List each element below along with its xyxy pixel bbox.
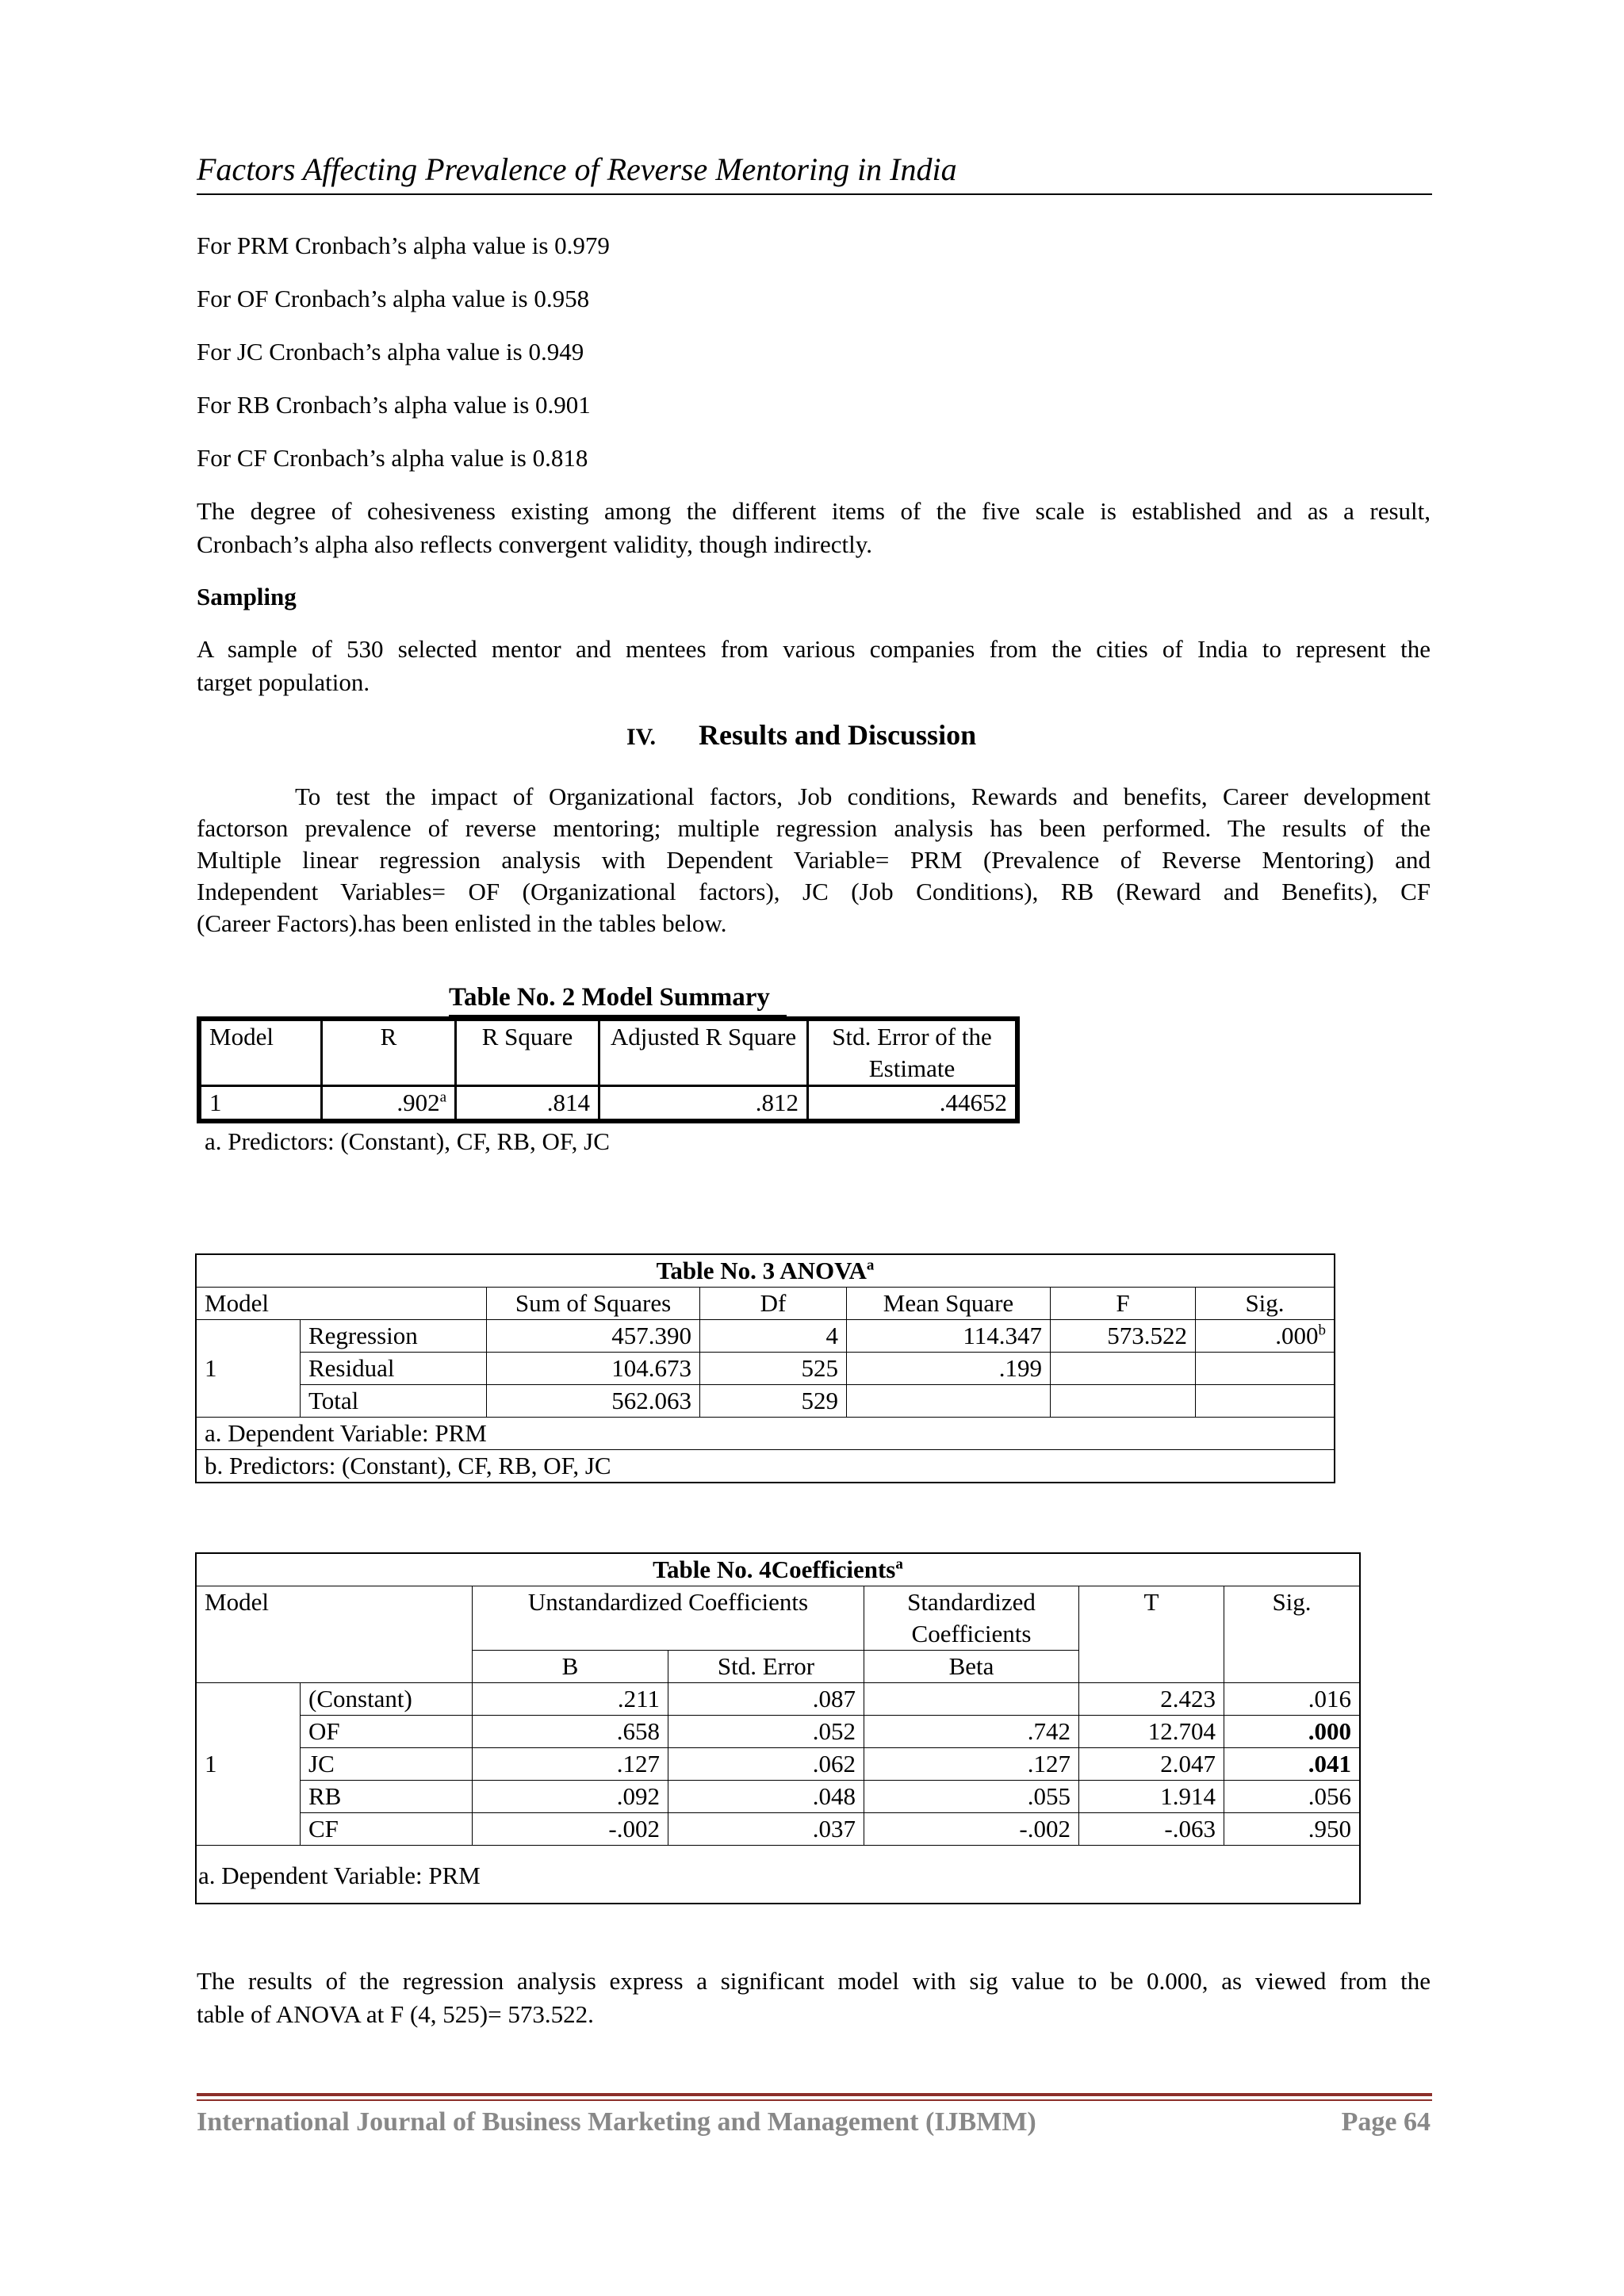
cell-df: 525 — [700, 1353, 847, 1385]
table-note-row — [196, 1418, 1335, 1450]
sampling-line-2: target population. — [197, 668, 370, 696]
header-mean-square: Mean Square — [847, 1288, 1051, 1320]
cohesiveness-line-1: The degree of cohesiveness existing among the different items of the five scale is established and as a result, — [197, 497, 1431, 525]
cell-f: 573.522 — [1051, 1320, 1196, 1353]
header-model: Model — [199, 1019, 322, 1086]
table-row — [196, 1385, 1335, 1418]
table2-note: a. Predictors: (Constant), CF, RB, OF, JC — [205, 1127, 610, 1155]
cell-std-error: .037 — [668, 1813, 864, 1846]
intro-line-5: (Career Factors).has been enlisted in the tables below. — [197, 909, 727, 937]
cell-sig: .000 — [1224, 1716, 1361, 1748]
header-adjusted-r-square: Adjusted R Square — [599, 1019, 808, 1086]
cell-sig: .041 — [1224, 1748, 1361, 1781]
table3-note-b: b. Predictors: (Constant), CF, RB, OF, JC — [196, 1450, 1335, 1483]
cell-source: Residual — [301, 1353, 487, 1385]
cell-sig: .000$^b$ — [1196, 1320, 1335, 1353]
table-note-row — [196, 1450, 1335, 1483]
cell-beta: .742 — [864, 1716, 1079, 1748]
cell-r: .902$^a$ — [322, 1086, 456, 1122]
table-row — [196, 1683, 1360, 1716]
footer-journal: International Journal of Business Marketing and Management (IJBMM) — [197, 2107, 1036, 2137]
cell-std-error: .048 — [668, 1781, 864, 1813]
cell-df: 529 — [700, 1385, 847, 1418]
cell-f — [1051, 1385, 1196, 1418]
running-title: Factors Affecting Prevalence of Reverse Mentoring in India — [197, 151, 957, 187]
cell-source: Total — [301, 1385, 487, 1418]
header-unstandardized: Unstandardized Coefficients — [473, 1586, 864, 1651]
header-b: B — [473, 1651, 668, 1683]
anova-table — [195, 1253, 1335, 1483]
table-caption-row — [196, 1254, 1335, 1288]
header-model: Model — [196, 1586, 473, 1683]
table3-note-a: a. Dependent Variable: PRM — [196, 1418, 1335, 1450]
table-header-row — [196, 1586, 1360, 1651]
intro-line-1: To test the impact of Organizational factors, Job conditions, Rewards and benefits, Career development — [295, 783, 1431, 810]
cell-sig: .056 — [1224, 1781, 1361, 1813]
cell-adjusted-r-square: .812 — [599, 1086, 808, 1122]
table-row — [196, 1813, 1360, 1846]
cell-std-error: .44652 — [808, 1086, 1018, 1122]
cell-sig: .950 — [1224, 1813, 1361, 1846]
header-t: T — [1079, 1586, 1224, 1683]
table4-note: a. Dependent Variable: PRM — [196, 1846, 1360, 1904]
footer-rule-thin — [197, 2099, 1432, 2101]
coefficients-table — [195, 1552, 1361, 1904]
cell-model-number: 1 — [196, 1683, 301, 1846]
page-number: Page 64 — [1341, 2107, 1431, 2137]
cell-f — [1051, 1353, 1196, 1385]
cell-beta: .055 — [864, 1781, 1079, 1813]
cell-t: 12.704 — [1079, 1716, 1224, 1748]
header-r-square: R Square — [456, 1019, 599, 1086]
cell-model: 1 — [199, 1086, 322, 1122]
table4-caption: Table No. 4Coefficients$^a$ — [196, 1553, 1360, 1586]
table-note-row — [196, 1846, 1360, 1904]
sampling-line-1: A sample of 530 selected mentor and mentees from various companies from the cities of India to represent the — [197, 635, 1431, 663]
cell-mean-square: 114.347 — [847, 1320, 1051, 1353]
table-row — [196, 1781, 1360, 1813]
conclusion-line-1: The results of the regression analysis express a significant model with sig value to be 0.000, as viewed from the — [197, 1967, 1431, 1995]
header-r: R — [322, 1019, 456, 1086]
cell-b: -.002 — [473, 1813, 668, 1846]
header-std-error: Std. Error of the Estimate — [808, 1019, 1018, 1086]
alpha-line-rb: For RB Cronbach’s alpha value is 0.901 — [197, 391, 591, 419]
table-row — [199, 1086, 1017, 1122]
alpha-line-prm: For PRM Cronbach’s alpha value is 0.979 — [197, 232, 610, 259]
cell-b: .211 — [473, 1683, 668, 1716]
intro-line-3: Multiple linear regression analysis with Dependent Variable= PRM (Prevalence of Reverse Mentoring) and — [197, 846, 1431, 874]
intro-line-2: factorson prevalence of reverse mentoring; multiple regression analysis has been performed. The results of the — [197, 814, 1431, 842]
conclusion-line-2: table of ANOVA at F (4, 525)= 573.522. — [197, 2000, 594, 2028]
table3-caption: Table No. 3 ANOVA$^a$ — [196, 1254, 1335, 1288]
header-df: Df — [700, 1288, 847, 1320]
cell-std-error: .062 — [668, 1748, 864, 1781]
cell-sum-of-squares: 562.063 — [487, 1385, 700, 1418]
cell-t: 2.423 — [1079, 1683, 1224, 1716]
model-summary-table — [197, 1016, 1020, 1123]
cell-r-square: .814 — [456, 1086, 599, 1122]
cell-beta: -.002 — [864, 1813, 1079, 1846]
cell-predictor: JC — [301, 1748, 473, 1781]
cell-mean-square: .199 — [847, 1353, 1051, 1385]
alpha-line-jc: For JC Cronbach’s alpha value is 0.949 — [197, 338, 584, 365]
alpha-line-cf: For CF Cronbach’s alpha value is 0.818 — [197, 444, 588, 472]
header-standardized: Standardized Coefficients — [864, 1586, 1079, 1651]
cell-predictor: OF — [301, 1716, 473, 1748]
intro-line-4: Independent Variables= OF (Organizational factors), JC (Job Conditions), RB (Reward and Benefits), CF — [197, 878, 1431, 905]
section-title: Results and Discussion — [698, 719, 977, 751]
cell-std-error: .087 — [668, 1683, 864, 1716]
cell-beta — [864, 1683, 1079, 1716]
footer — [197, 2107, 1431, 2137]
table-header-row — [196, 1288, 1335, 1320]
cell-source: Regression — [301, 1320, 487, 1353]
cell-t: 1.914 — [1079, 1781, 1224, 1813]
header-sig: Sig. — [1224, 1586, 1361, 1683]
cell-predictor: (Constant) — [301, 1683, 473, 1716]
footnote-marker: a — [895, 1556, 903, 1573]
cohesiveness-line-2: Cronbach’s alpha also reflects convergent validity, though indirectly. — [197, 530, 872, 558]
table-row — [196, 1353, 1335, 1385]
alpha-line-of: For OF Cronbach’s alpha value is 0.958 — [197, 285, 590, 312]
footnote-marker: a — [439, 1089, 446, 1106]
cell-t: 2.047 — [1079, 1748, 1224, 1781]
header-f: F — [1051, 1288, 1196, 1320]
header-beta: Beta — [864, 1651, 1079, 1683]
cell-sig — [1196, 1353, 1335, 1385]
table-row — [196, 1716, 1360, 1748]
footnote-marker: a — [866, 1257, 875, 1274]
footer-rule — [197, 2093, 1432, 2096]
header-sig: Sig. — [1196, 1288, 1335, 1320]
cell-t: -.063 — [1079, 1813, 1224, 1846]
cell-sig — [1196, 1385, 1335, 1418]
cell-b: .658 — [473, 1716, 668, 1748]
header-model: Model — [196, 1288, 487, 1320]
sampling-heading: Sampling — [197, 583, 297, 610]
section-number: IV. — [626, 724, 656, 750]
table-header-row — [199, 1019, 1017, 1086]
cell-std-error: .052 — [668, 1716, 864, 1748]
table2-caption: Table No. 2 Model Summary — [449, 983, 770, 1012]
cell-b: .127 — [473, 1748, 668, 1781]
header-sum-of-squares: Sum of Squares — [487, 1288, 700, 1320]
table-row — [196, 1748, 1360, 1781]
footnote-marker: b — [1318, 1322, 1326, 1339]
cell-sig: .016 — [1224, 1683, 1361, 1716]
cell-sum-of-squares: 457.390 — [487, 1320, 700, 1353]
section-heading — [626, 718, 976, 752]
cell-predictor: CF — [301, 1813, 473, 1846]
cell-b: .092 — [473, 1781, 668, 1813]
cell-df: 4 — [700, 1320, 847, 1353]
cell-sum-of-squares: 104.673 — [487, 1353, 700, 1385]
cell-beta: .127 — [864, 1748, 1079, 1781]
cell-predictor: RB — [301, 1781, 473, 1813]
cell-model-number: 1 — [196, 1320, 301, 1418]
table-caption-row — [196, 1553, 1360, 1586]
cell-mean-square — [847, 1385, 1051, 1418]
table-row — [196, 1320, 1335, 1353]
header-rule — [197, 193, 1432, 195]
header-std-error: Std. Error — [668, 1651, 864, 1683]
